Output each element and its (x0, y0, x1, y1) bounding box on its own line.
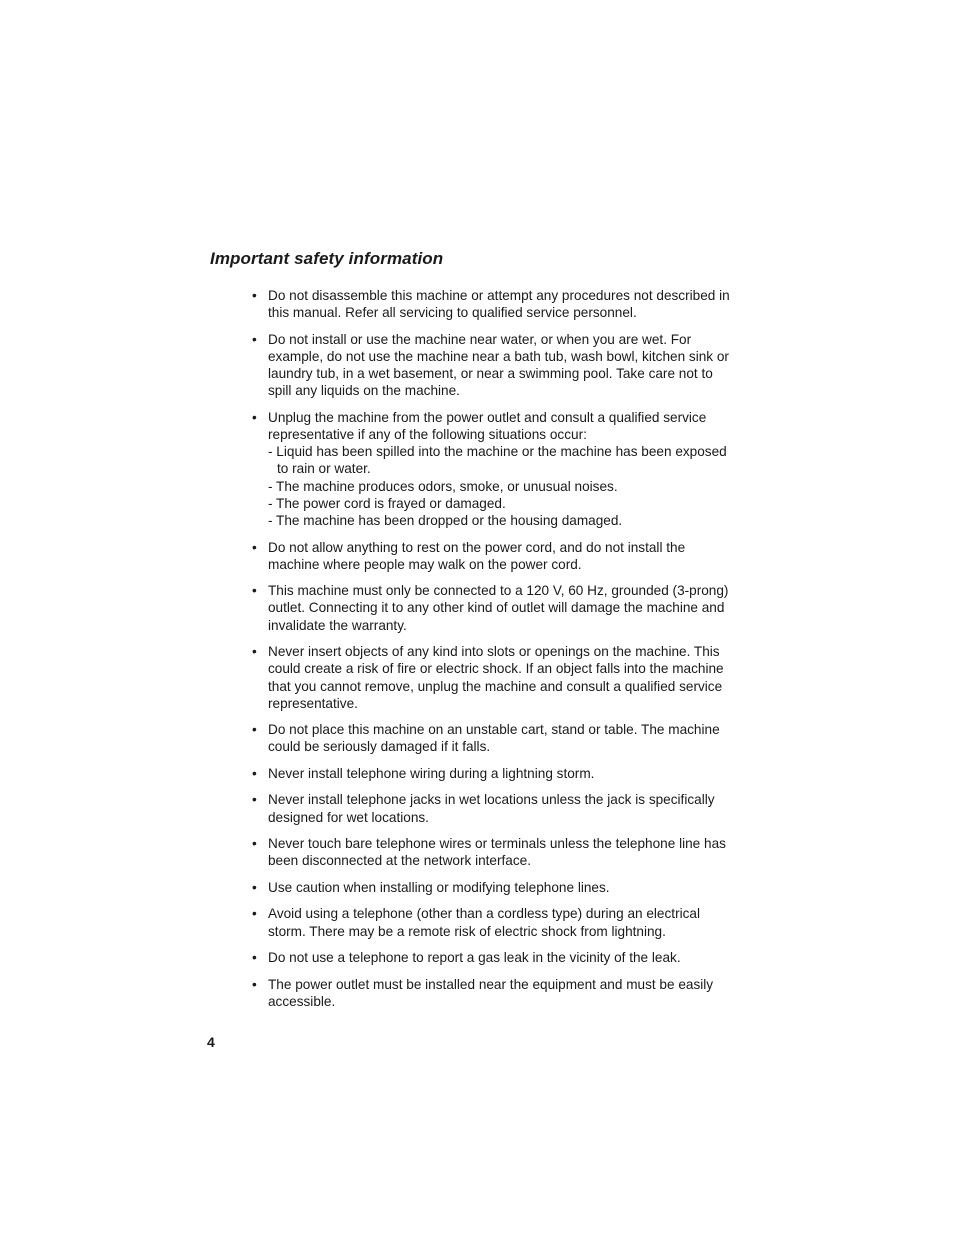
sub-list-item: - The machine produces odors, smoke, or unusual noises. (268, 478, 618, 494)
list-item-text: Avoid using a telephone (other than a cordless type) during an electrical storm. There may be a remote risk of electric shock from lightning. (268, 906, 700, 939)
list-item (252, 582, 738, 634)
list-item (252, 331, 738, 400)
list-item (252, 835, 738, 869)
list-item-text: Do not use a telephone to report a gas leak in the vicinity of the leak. (268, 950, 681, 966)
bullet-icon: • (252, 836, 257, 852)
list-item (252, 287, 738, 321)
list-item-text: Use caution when installing or modifying telephone lines. (268, 879, 610, 895)
page-number: 4 (207, 1034, 215, 1050)
list-item-text: This machine must only be connected to a 120 V, 60 Hz, grounded (3-prong) outlet. Connecting it to any other kind of outlet will damage the machine and invalidate the warranty. (268, 583, 729, 633)
bullet-icon: • (252, 409, 257, 425)
list-item-text: Do not place this machine on an unstable cart, stand or table. The machine could be seriously damaged if it falls. (268, 722, 720, 755)
list-item (252, 721, 738, 755)
list-item-text: The power outlet must be installed near the equipment and must be easily accessible. (268, 976, 714, 1009)
list-item-text: Never insert objects of any kind into slots or openings on the machine. This could create a risk of fire or electric shock. If an object falls into the machine that you cannot remove, unplug the machine and consult a qualified service representative. (268, 644, 724, 711)
list-item-text: Unplug the machine from the power outlet and consult a qualified service representative if any of the following situations occur: (268, 409, 707, 443)
sub-list-item: - The machine has been dropped or the housing damaged. (268, 513, 623, 529)
list-item-text: Never touch bare telephone wires or terminals unless the telephone line has been disconnected at the network interface. (268, 836, 726, 869)
list-item (252, 643, 738, 712)
bullet-icon: • (252, 583, 257, 599)
bullet-icon: • (252, 976, 257, 992)
list-item (252, 791, 738, 825)
list-item-text: Do not allow anything to rest on the power cord, and do not install the machine where people may walk on the power cord. (268, 539, 686, 572)
bullet-icon: • (252, 288, 257, 303)
bullet-icon: • (252, 950, 257, 966)
list-item (252, 539, 738, 573)
sub-list-item: - Liquid has been spilled into the machine or the machine has been exposed to rain or water. (268, 444, 727, 477)
list-item-text: Do not disassemble this machine or attempt any procedures not described in this manual. Refer all servicing to qualified service personnel. (268, 288, 730, 321)
sub-list (268, 443, 738, 529)
bullet-icon: • (252, 792, 257, 808)
bullet-icon: • (252, 765, 257, 781)
sub-list-item: - The power cord is frayed or damaged. (268, 495, 506, 511)
list-item (252, 905, 738, 939)
list-item-text: Do not install or use the machine near water, or when you are wet. For example, do not use the machine near a bath tub, wash bowl, kitchen sink or laundry tub, in a wet basement, or near a swimming pool. Take care not to spill any liquids on the machine. (268, 331, 729, 399)
bullet-icon: • (252, 879, 257, 895)
bullet-icon: • (252, 331, 257, 347)
page-title: Important safety information (210, 249, 444, 268)
bullet-icon: • (252, 539, 257, 555)
list-item (252, 409, 738, 529)
list-item (252, 976, 738, 1010)
safety-list (252, 287, 738, 1019)
list-item (252, 949, 738, 966)
bullet-icon: • (252, 644, 257, 660)
bullet-icon: • (252, 722, 257, 738)
list-item-text: Never install telephone wiring during a lightning storm. (268, 765, 595, 781)
list-item (252, 765, 738, 782)
bullet-icon: • (252, 906, 257, 922)
list-item-text: Never install telephone jacks in wet locations unless the jack is specifically designed for wet locations. (268, 792, 715, 825)
list-item (252, 879, 738, 896)
